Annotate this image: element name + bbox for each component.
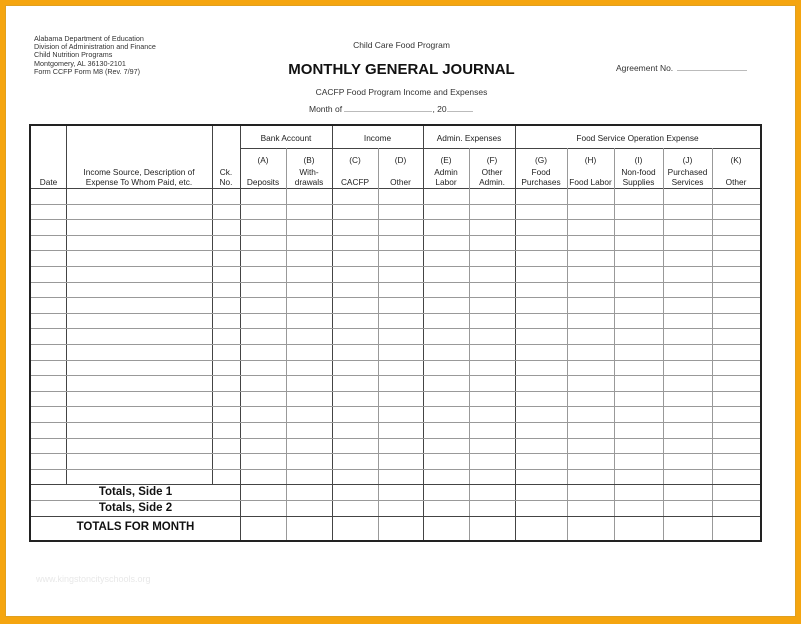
month-label: Month of (309, 104, 343, 114)
agency-line: Division of Administration and Finance (34, 42, 156, 52)
totals-divider (31, 516, 760, 517)
column-header: Purchased Services (667, 167, 708, 187)
column-letter: (I) (634, 155, 643, 165)
group-header-food-service-operation-expense: Food Service Operation Expense (576, 133, 699, 143)
table-row-divider (31, 344, 760, 345)
column-letter: (D) (394, 155, 407, 165)
month-field[interactable] (344, 103, 432, 112)
column-header: Other (725, 177, 747, 187)
group-header-divider (240, 148, 760, 149)
column-header: Food Purchases (521, 167, 561, 187)
column-letter: (J) (682, 155, 693, 165)
column-letter: (C) (349, 155, 361, 165)
column-divider (66, 126, 67, 484)
column-header: Food Labor (569, 177, 612, 187)
column-header: With- drawals (294, 167, 324, 187)
column-letter: (K) (730, 155, 742, 165)
agreement-number-field[interactable] (677, 62, 747, 71)
watermark: www.kingstoncityschools.org (36, 574, 151, 584)
agency-line: Form CCFP Form M8 (Rev. 7/97) (34, 66, 140, 76)
column-header: Deposits (246, 177, 280, 187)
column-letter: (A) (257, 155, 269, 165)
totals-side-1-label: Totals, Side 1 (98, 486, 173, 499)
table-row-divider (31, 328, 760, 329)
totals-side-2-label: Totals, Side 2 (98, 502, 173, 515)
table-row-divider (31, 406, 760, 407)
journal-table (29, 124, 762, 542)
totals-month-label: TOTALS FOR MONTH (76, 521, 195, 534)
column-header: Date (39, 177, 58, 187)
group-header-admin-expenses: Admin. Expenses (436, 133, 502, 143)
column-header: Other (390, 177, 411, 187)
column-letter: (G) (535, 155, 547, 165)
agency-line: Alabama Department of Education (34, 34, 144, 43)
column-divider (240, 126, 241, 540)
table-row-divider (31, 219, 760, 220)
agreement-number (616, 62, 747, 73)
column-divider (515, 126, 516, 540)
table-row-divider (31, 282, 760, 283)
column-header: Non-food Supplies (621, 167, 656, 187)
column-header: Other Admin. (479, 167, 505, 187)
column-header: Income Source, Description of Expense To Whom Paid, etc. (83, 167, 195, 187)
column-header: Ck. No. (219, 167, 233, 187)
table-row-divider (31, 422, 760, 423)
column-divider (423, 126, 424, 540)
month-line (309, 103, 473, 114)
group-header-income: Income (363, 133, 392, 143)
column-divider (212, 126, 213, 484)
column-divider (332, 126, 333, 540)
table-row-divider (31, 235, 760, 236)
table-row-divider (31, 250, 760, 251)
program-name: Child Care Food Program (353, 40, 450, 50)
page-title: MONTHLY GENERAL JOURNAL (288, 61, 515, 78)
year-field[interactable] (447, 103, 473, 112)
agency-line: Child Nutrition Programs (34, 50, 113, 60)
group-header-bank-account: Bank Account (260, 133, 312, 143)
column-letter: (F) (486, 155, 498, 165)
table-row-divider (31, 469, 760, 470)
table-row-divider (31, 313, 760, 314)
table-row-divider (31, 297, 760, 298)
column-letter: (E) (440, 155, 452, 165)
table-row-divider (31, 391, 760, 392)
column-header: CACFP (340, 177, 370, 187)
table-row-divider (31, 204, 760, 205)
page-subtitle: CACFP Food Program Income and Expenses (315, 87, 488, 97)
column-letter: (B) (303, 155, 315, 165)
agreement-label: Agreement No. (616, 63, 674, 73)
column-header: Admin Labor (434, 167, 458, 187)
table-row-divider (31, 438, 760, 439)
column-letter: (H) (584, 155, 597, 165)
table-row-divider (31, 266, 760, 267)
table-row-divider (31, 484, 760, 485)
table-row-divider (31, 453, 760, 454)
table-row-divider (31, 360, 760, 361)
journal-form-page (5, 5, 796, 617)
year-label: , 20 (432, 104, 447, 114)
table-row-divider (31, 375, 760, 376)
header-bottom-divider (31, 188, 760, 189)
agency-line: Montgomery, AL 36130-2101 (34, 58, 126, 68)
totals-divider (31, 500, 760, 501)
